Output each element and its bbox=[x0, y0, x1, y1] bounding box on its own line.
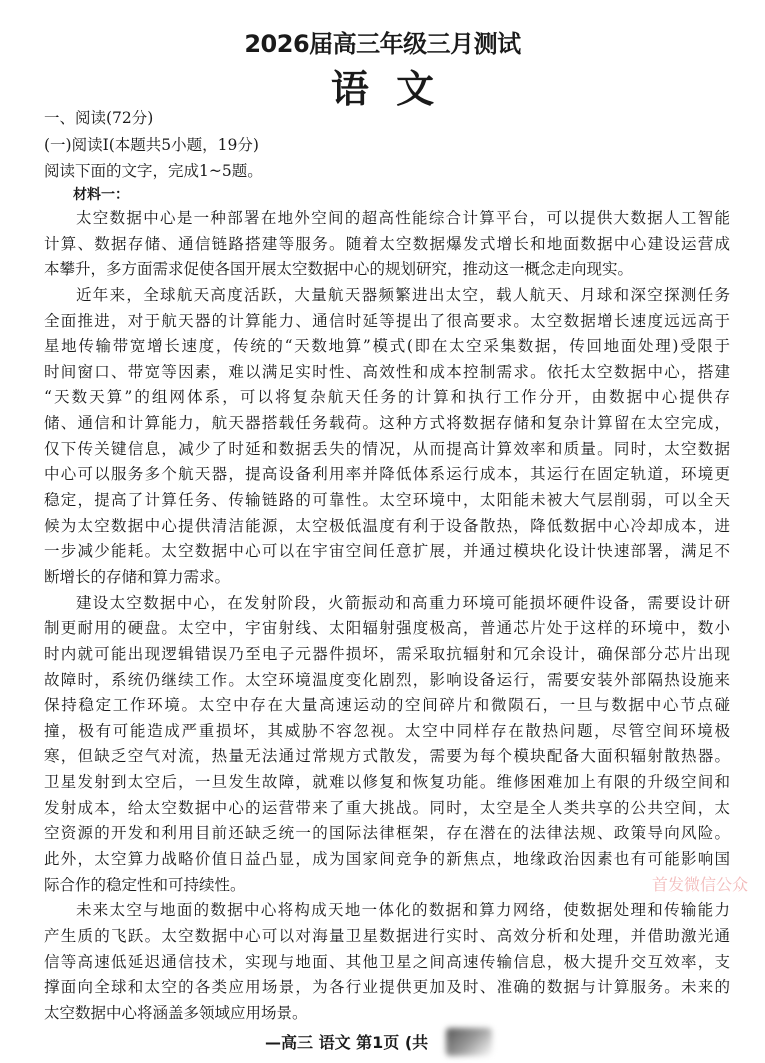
redaction-blur bbox=[446, 1028, 492, 1056]
passage-line: 候为太空数据中心提供清洁能源，太空极低温度有利于设备散热，降低数据中心冷却成本，进 bbox=[44, 516, 730, 535]
passage-line: 太空数据中心是一种部署在地外空间的超高性能综合计算平台，可以提供大数据人工智能 bbox=[76, 209, 730, 227]
passage-line: 稳定，提高了计算任务、传输链路的可靠性。太空环境中，太阳能未被大气层削弱，可以全天 bbox=[44, 491, 730, 510]
passage-line: 保持稳定工作环境。太空中存在大量高速运动的空间碎片和微陨石，一旦与数据中心节点碰 bbox=[44, 696, 730, 715]
passage-line: 一步减少能耗。太空数据中心可以在宇宙空间任意扩展，并通过模块化设计快速部署，满足不 bbox=[44, 542, 730, 561]
passage-line: 时间窗口、带宽等因素，难以满足实时性、高效性和成本控制需求。依托太空数据中心，搭建 bbox=[44, 362, 730, 381]
passage-line: 全面推进，对于航天器的计算能力、通信时延等提出了很高要求。太空数据增长速度远远高于 bbox=[44, 311, 730, 330]
page-footer: —高三 语文 第1页 (共 bbox=[265, 1033, 429, 1052]
passage-line: 仅下传关键信息，减少了时延和数据丢失的情况，从而提高计算效率和质量。同时，太空数据 bbox=[44, 439, 730, 458]
material-label: 材料一： bbox=[73, 187, 129, 203]
passage-line: 建设太空数据中心，在发射阶段，火箭振动和高重力环境可能损坏硬件设备，需要设计研 bbox=[76, 593, 730, 612]
passage-line: “天数天算”的组网体系，可以将复杂航天任务的计算和执行工作分开，由数据中心提供存 bbox=[44, 388, 730, 407]
passage-line: 未来太空与地面的数据中心将构成天地一体化的数据和算力网络，使数据处理和传输能力 bbox=[76, 901, 730, 920]
passage-line: 撞，极有可能造成严重损坏，其威胁不容忽视。太空中同样存在散热问题，尽管空间环境极 bbox=[44, 721, 730, 740]
passage-line: 中心可以服务多个航天器，提高设备利用率并降低体系运行成本，其运行在固定轨道，环境更 bbox=[44, 465, 730, 484]
passage-body bbox=[44, 206, 730, 1027]
passage-line: 储、通信和计算能力，航天器搭载任务载荷。这种方式将数据存储和复杂计算留在太空完成， bbox=[44, 414, 730, 433]
passage-line: 撑面向全球和太空的各类应用场景，为各行业提供更加及时、准确的数据与计算服务。未来的 bbox=[44, 978, 730, 997]
passage-line: 太空数据中心将涵盖多领域应用场景。 bbox=[44, 1003, 308, 1022]
passage-line: 时内就可能出现逻辑错误乃至电子元器件损坏，需采取抗辐射和冗余设计，确保部分芯片出现 bbox=[44, 644, 730, 663]
exam-title: 2026届高三年级三月测试 bbox=[244, 30, 521, 58]
passage-line: 本攀升，多方面需求促使各国开展太空数据中心的规划研究，推动这一概念走向现实。 bbox=[44, 260, 634, 279]
passage-line: 寒，但缺乏空气对流，热量无法通过常规方式散发，需要为每个模块配备大面积辐射散热器。 bbox=[44, 747, 730, 766]
passage-line: 发射成本，给太空数据中心的运营带来了重大挑战。同时，太空是全人类共享的公共空间，太 bbox=[44, 798, 730, 817]
subject-title: 语 文 bbox=[330, 67, 435, 111]
subsection-heading: (一)阅读Ⅰ(本题共5小题，19分) bbox=[44, 136, 259, 154]
instruction-text: 阅读下面的文字，完成1~5题。 bbox=[44, 162, 263, 180]
section-heading: 一、阅读(72分) bbox=[44, 109, 154, 127]
passage-line: 近年来，全球航天高度活跃，大量航天器频繁进出太空，载人航天、月球和深空探测任务 bbox=[76, 285, 730, 304]
passage-line: 卫星发射到太空后，一旦发生故障，就难以修复和恢复功能。维修困难加上有限的升级空间和 bbox=[44, 773, 730, 792]
passage-line: 空资源的开发和利用目前还缺乏统一的国际法律框架，存在潜在的法律法规、政策导向风险。 bbox=[44, 824, 730, 843]
passage-line: 际合作的稳定性和可持续性。 bbox=[44, 875, 246, 894]
watermark: 首发微信公众 bbox=[652, 875, 749, 894]
passage-line: 星地传输带宽增长速度，传统的“天数地算”模式(即在太空采集数据，传回地面处理)受限于 bbox=[44, 337, 730, 356]
passage-line: 此外，太空算力战略价值日益凸显，成为国家间竞争的新焦点，地缘政治因素也有可能影响国 bbox=[44, 850, 730, 869]
passage-line: 计算、数据存储、通信链路搭建等服务。随着太空数据爆发式增长和地面数据中心建设运营成 bbox=[44, 234, 730, 253]
passage-line: 故障时，系统仍继续工作。太空环境温度变化剧烈，影响设备运行，需要安装外部隔热设施来 bbox=[44, 670, 730, 689]
passage-line: 信等高速低延迟通信技术，实现与地面、其他卫星之间高速传输信息，极大提升交互效率，支 bbox=[44, 952, 730, 971]
passage-line: 制更耐用的硬盘。太空中，宇宙射线、太阳辐射强度极高，普通芯片处于这样的环境中，数小 bbox=[44, 619, 730, 638]
passage-line: 产生质的飞跃。太空数据中心可以对海量卫星数据进行实时、高效分析和处理，并借助激光通 bbox=[44, 926, 730, 945]
passage-line: 断增长的存储和算力需求。 bbox=[44, 567, 231, 586]
